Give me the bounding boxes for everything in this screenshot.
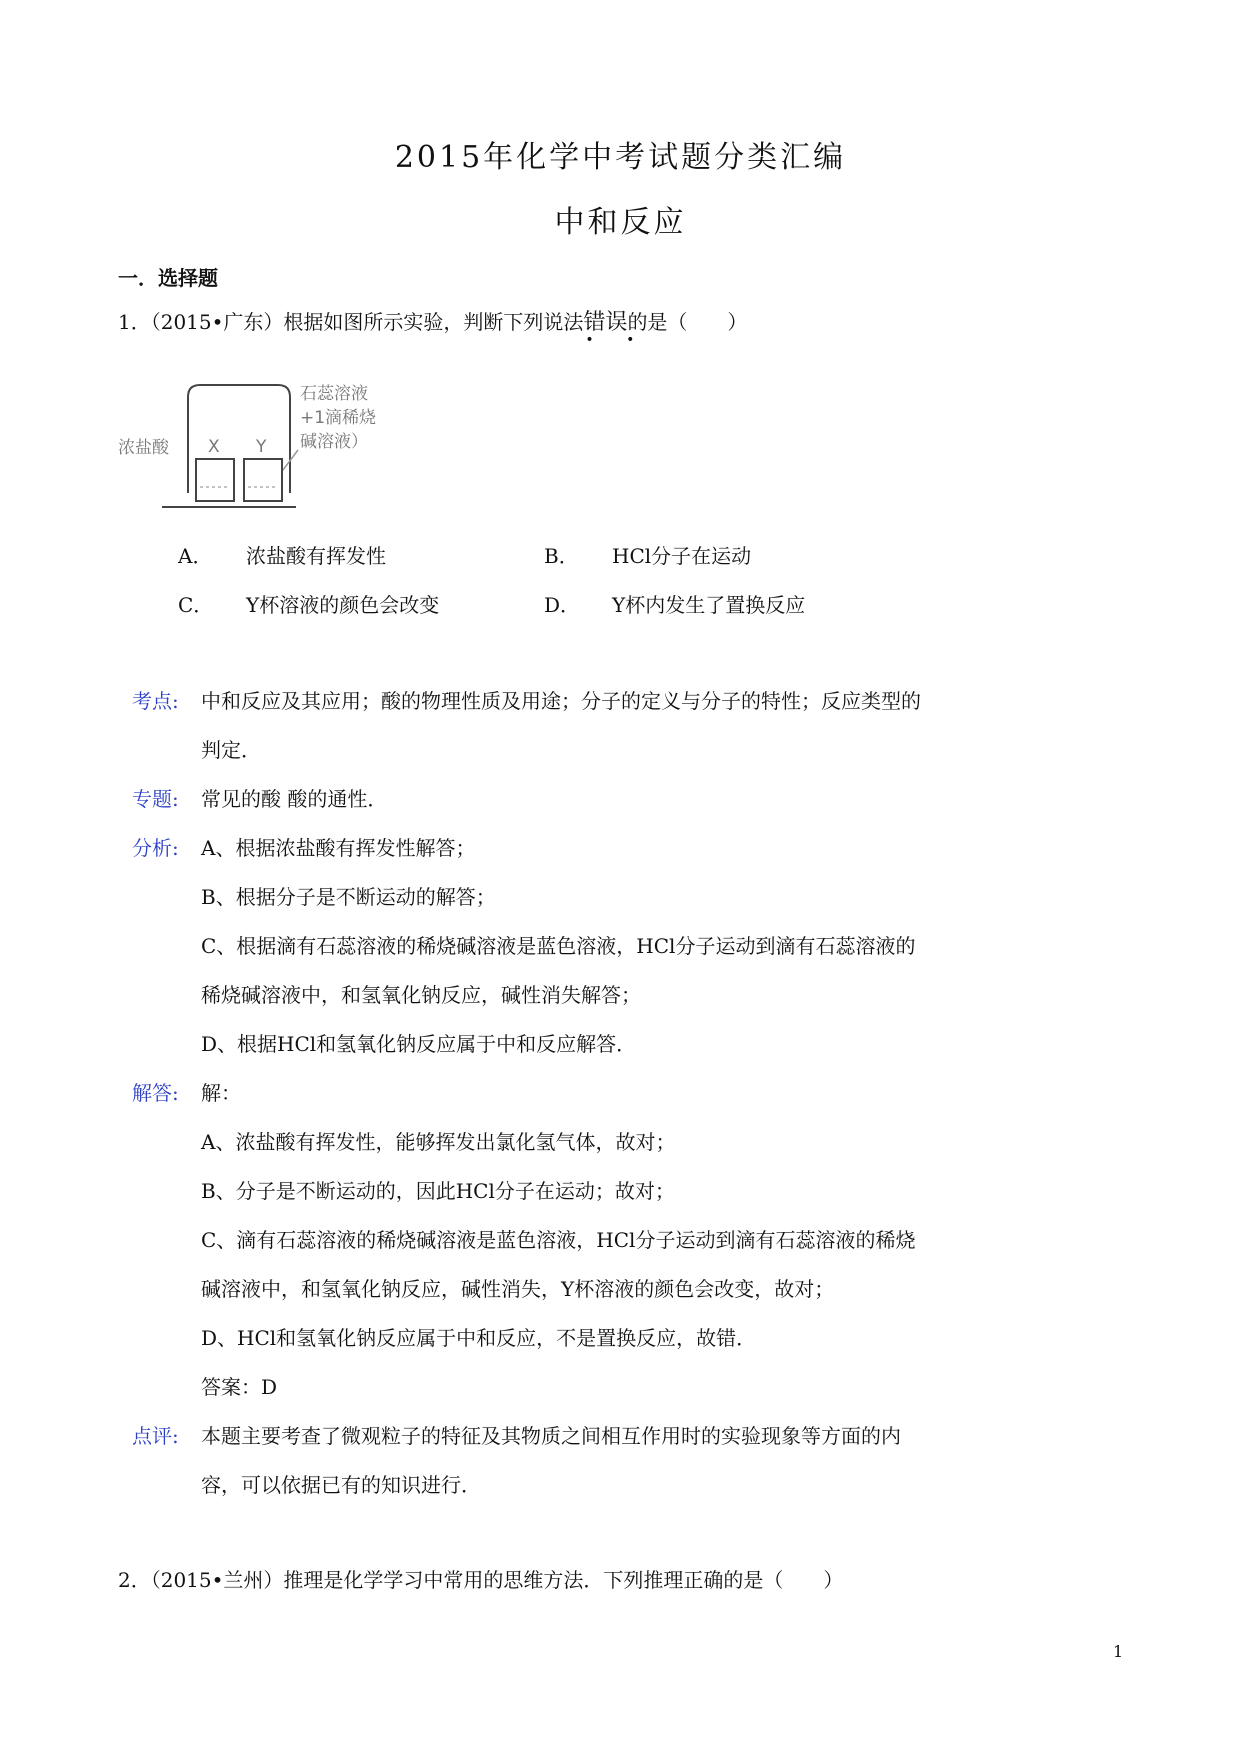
fenxi-line-5: D、根据HCl和氢氧化钠反应属于中和反应解答．: [201, 1032, 637, 1056]
fenxi-line-4: 稀烧碱溶液中，和氢氧化钠反应，碱性消失解答；: [201, 983, 641, 1007]
option-d-letter: D．: [544, 593, 581, 617]
dianping-line-1: 本题主要考查了微观粒子的特征及其物质之间相互作用时的实验现象等方面的内: [201, 1424, 901, 1448]
dianping-line-2: 容，可以依据已有的知识进行．: [201, 1473, 481, 1497]
label-right-line-1: 石蕊溶液: [300, 384, 368, 404]
question-2-stem: 2．（2015•兰州）推理是化学学习中常用的思维方法．下列推理正确的是（ ）: [118, 1568, 844, 1592]
fenxi-label: 分析:: [132, 836, 179, 860]
question-1-stem: [118, 305, 748, 348]
emphasis-word: 错误: [583, 310, 628, 335]
kaodian-label: 考点:: [132, 689, 179, 713]
emphasis-dots: • •: [585, 332, 649, 348]
label-cup-y: Y: [256, 437, 267, 457]
bell-jar-outline: [188, 385, 290, 493]
fenxi-line-3: C、根据滴有石蕊溶液的稀烧碱溶液是蓝色溶液，HCl分子运动到滴有石蕊溶液的: [201, 934, 916, 958]
kaodian-line-1: 中和反应及其应用；酸的物理性质及用途；分子的定义与分子的特性；反应类型的: [201, 689, 921, 713]
kaodian-line-2: 判定．: [201, 738, 261, 762]
section-heading: 一．选择题: [118, 266, 218, 290]
jieda-line-5: D、HCl和氢氧化钠反应属于中和反应，不是置换反应，故错．: [201, 1326, 757, 1350]
question-1-stem-emphasis: [583, 310, 649, 348]
label-concentrated-hcl: 浓盐酸: [118, 438, 169, 458]
jieda-line-2: B、分子是不断运动的，因此HCl分子在运动；故对；: [201, 1179, 675, 1203]
jieda-answer: 答案：D: [201, 1375, 278, 1399]
cup-y-outline: [244, 459, 282, 501]
label-right-line-3: 碱溶液）: [300, 432, 368, 452]
page-number: 1: [1113, 1642, 1124, 1661]
option-b-text: HCl分子在运动: [612, 544, 752, 568]
document-subtitle: 中和反应: [554, 205, 687, 240]
option-b-letter: B．: [544, 544, 579, 568]
jieda-line-4: 碱溶液中，和氢氧化钠反应，碱性消失，Y杯溶液的颜色会改变，故对；: [201, 1277, 835, 1301]
label-right-line-2: +1滴稀烧: [300, 408, 377, 428]
option-a-letter: A．: [178, 544, 213, 568]
question-1-stem-after: 的是（ ）: [627, 310, 748, 334]
jieda-intro: 解：: [201, 1081, 241, 1105]
jieda-line-3: C、滴有石蕊溶液的稀烧碱溶液是蓝色溶液，HCl分子运动到滴有石蕊溶液的稀烧: [201, 1228, 916, 1252]
zhuanti-label: 专题:: [132, 787, 179, 811]
document-title: 2015年化学中考试题分类汇编: [394, 140, 847, 175]
dianping-label: 点评:: [132, 1424, 179, 1448]
option-a-text: 浓盐酸有挥发性: [246, 544, 386, 568]
label-cup-x: X: [208, 437, 220, 457]
option-d-text: Y杯内发生了置换反应: [612, 593, 806, 617]
fenxi-line-1: A、根据浓盐酸有挥发性解答；: [201, 836, 476, 860]
zhuanti-text: 常见的酸 酸的通性．: [201, 787, 388, 811]
cup-x-outline: [196, 459, 234, 501]
jieda-line-1: A、浓盐酸有挥发性，能够挥发出氯化氢气体，故对；: [201, 1130, 676, 1154]
option-c-letter: C．: [178, 593, 214, 617]
experiment-figure: [118, 375, 408, 515]
jieda-label: 解答:: [132, 1081, 179, 1105]
question-1-stem-before: 1．（2015•广东）根据如图所示实验，判断下列说法: [118, 310, 584, 334]
fenxi-line-2: B、根据分子是不断运动的解答；: [201, 885, 496, 909]
option-c-text: Y杯溶液的颜色会改变: [246, 593, 440, 617]
